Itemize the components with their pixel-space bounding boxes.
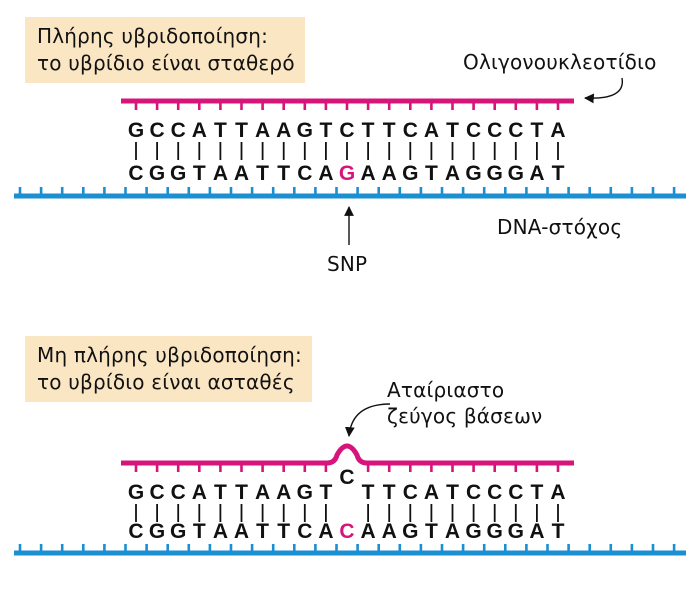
target-base: A xyxy=(212,162,228,185)
target-base: T xyxy=(551,162,565,185)
target-base: T xyxy=(424,520,438,543)
probe-base: C xyxy=(466,481,482,504)
target-base: G xyxy=(148,162,166,185)
probe-base: G xyxy=(127,481,145,504)
target-base: G xyxy=(402,520,419,543)
probe-base: T xyxy=(530,119,544,142)
snp-label: SNP xyxy=(327,252,368,276)
target-base: G xyxy=(402,162,419,185)
mismatch-callout-arrow xyxy=(349,404,390,436)
probe-base: A xyxy=(550,119,566,142)
target-base: A xyxy=(212,520,228,543)
target-base: A xyxy=(318,520,334,543)
target-base: C xyxy=(128,520,144,543)
probe-base: T xyxy=(319,481,333,504)
probe-base: C xyxy=(508,119,524,142)
top-target-strand xyxy=(14,187,686,196)
probe-base: A xyxy=(276,481,292,504)
top-probe-strand xyxy=(121,101,574,110)
target-base: T xyxy=(256,520,270,543)
caption-top-line-1: Πλήρης υβριδοποίηση: xyxy=(37,24,269,48)
target-base: C xyxy=(297,520,313,543)
probe-base: C xyxy=(149,481,165,504)
target-base: G xyxy=(507,520,524,543)
target-base: G xyxy=(465,162,482,185)
target-base: T xyxy=(192,162,206,185)
probe-base: T xyxy=(382,119,396,142)
target-base: G xyxy=(465,520,482,543)
target-base: G xyxy=(170,520,187,543)
probe-base: C xyxy=(508,481,524,504)
target-label: DNA-στόχος xyxy=(497,215,623,239)
target-base: A xyxy=(444,162,461,185)
mismatch-label-line-1: Αταίριαστο xyxy=(387,378,505,402)
probe-base: C xyxy=(487,481,503,504)
bottom-bases xyxy=(128,466,566,543)
target-base: T xyxy=(551,520,565,543)
probe-base: C xyxy=(170,119,186,142)
probe-base: T xyxy=(446,119,459,142)
probe-base: G xyxy=(127,119,145,142)
probe-label: Ολιγονουκλεοτίδιο xyxy=(463,50,657,74)
probe-base: A xyxy=(276,119,292,142)
probe-base: T xyxy=(530,481,544,504)
top-bases xyxy=(128,119,566,185)
probe-callout-arrow xyxy=(585,78,622,98)
probe-base: C xyxy=(466,119,482,142)
target-base: A xyxy=(381,162,397,185)
probe-base: G xyxy=(296,481,313,504)
probe-base: A xyxy=(423,119,439,142)
probe-base: A xyxy=(255,481,271,504)
probe-base: T xyxy=(319,119,333,142)
probe-base: T xyxy=(361,481,375,504)
target-base: A xyxy=(381,520,397,543)
target-base: G xyxy=(507,162,524,185)
bottom-target-strand xyxy=(14,544,686,553)
target-base: C xyxy=(297,162,313,185)
target-base: G xyxy=(486,162,503,185)
probe-base: T xyxy=(361,119,375,142)
probe-base: A xyxy=(191,119,207,142)
target-base: G xyxy=(486,520,503,543)
probe-base: A xyxy=(423,481,439,504)
target-base: A xyxy=(233,162,250,185)
probe-base: T xyxy=(382,481,396,504)
target-base: A xyxy=(529,162,545,185)
target-base: A xyxy=(444,520,461,543)
probe-base: A xyxy=(191,481,207,504)
target-base: T xyxy=(277,162,291,185)
target-base: A xyxy=(360,520,376,543)
target-base: A xyxy=(529,520,545,543)
highlighted-target-base: C xyxy=(339,520,355,543)
caption-top-line-2: το υβρίδιο είναι σταθερό xyxy=(37,51,295,75)
probe-base: T xyxy=(213,119,227,142)
target-base: T xyxy=(424,162,438,185)
mismatch-label-line-2: ζεύγος βάσεων xyxy=(387,404,543,428)
probe-base: T xyxy=(213,481,227,504)
probe-base: C xyxy=(402,119,418,142)
caption-bottom-line-2: το υβρίδιο είναι ασταθές xyxy=(37,370,295,394)
highlighted-target-base: G xyxy=(338,162,356,185)
probe-base: C xyxy=(487,119,503,142)
target-base: T xyxy=(192,520,206,543)
probe-base: A xyxy=(255,119,271,142)
target-base: A xyxy=(318,162,334,185)
target-base: A xyxy=(360,162,376,185)
target-base: C xyxy=(128,162,144,185)
target-base: A xyxy=(233,520,250,543)
probe-base: T xyxy=(446,481,459,504)
probe-base: T xyxy=(235,119,248,142)
probe-base: C xyxy=(339,119,355,142)
target-base: T xyxy=(256,162,270,185)
probe-base: C xyxy=(339,466,355,489)
probe-base: C xyxy=(149,119,165,142)
target-base: G xyxy=(170,162,187,185)
probe-base: T xyxy=(235,481,248,504)
probe-backbone xyxy=(121,446,574,463)
caption-bottom-line-1: Μη πλήρης υβριδοποίηση: xyxy=(37,343,302,367)
probe-base: A xyxy=(550,481,566,504)
probe-base: G xyxy=(296,119,313,142)
probe-base: C xyxy=(170,481,186,504)
probe-base: C xyxy=(402,481,418,504)
target-base: G xyxy=(148,520,166,543)
target-base: T xyxy=(277,520,291,543)
